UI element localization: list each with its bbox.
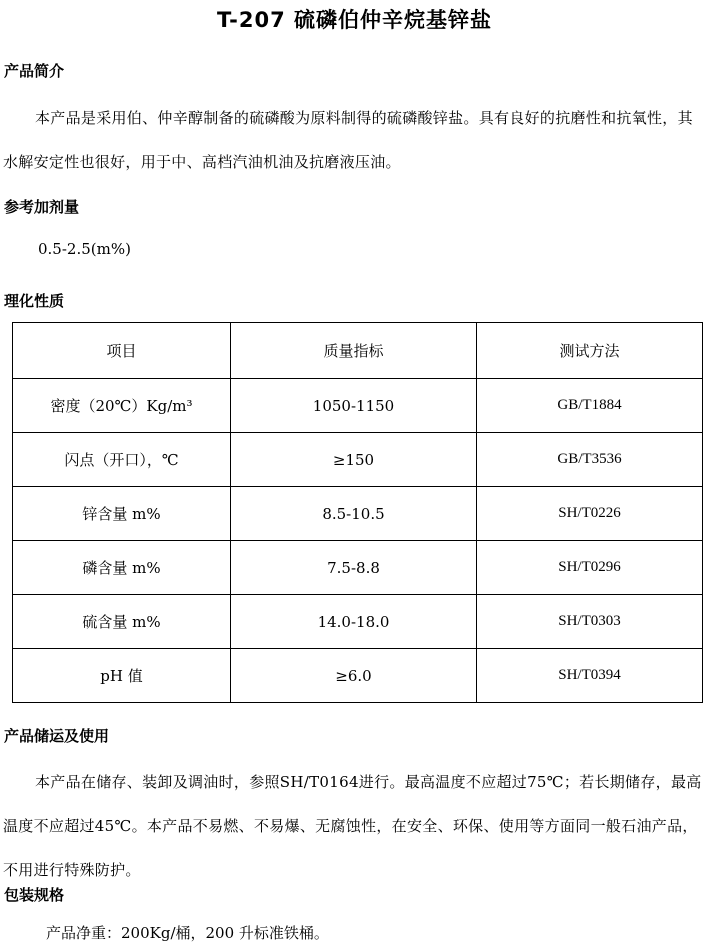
table-row: [13, 649, 703, 703]
document-title: T-207 硫磷伯仲辛烷基锌盐: [216, 8, 493, 32]
cell-spec: ≥6.0: [231, 649, 477, 703]
column-header-item: 项目: [13, 323, 231, 379]
table-row: [13, 379, 703, 433]
table-row: [13, 541, 703, 595]
dosage-value: 0.5-2.5(m%): [38, 240, 131, 258]
table-header-row: [13, 323, 703, 379]
cell-item: 磷含量 m%: [13, 541, 231, 595]
storage-paragraph: 本产品在储存、装卸及调油时，参照SH/T0164进行。最高温度不应超过75℃；若长期储存，最高温度不应超过45℃。本产品不易燃、不易爆、无腐蚀性，在安全、环保、使用等方面同一般石油产品，不用进行特殊防护。: [3, 773, 702, 879]
cell-method: SH/T0303: [477, 595, 703, 649]
cell-method: SH/T0394: [477, 649, 703, 703]
column-header-spec: 质量指标: [231, 323, 477, 379]
cell-spec: 8.5-10.5: [231, 487, 477, 541]
section-heading-properties: 理化性质: [4, 292, 65, 310]
cell-item: pH 值: [13, 649, 231, 703]
table-row: [13, 487, 703, 541]
cell-spec: ≥150: [231, 433, 477, 487]
cell-method: GB/T3536: [477, 433, 703, 487]
intro-paragraph: 本产品是采用伯、仲辛醇制备的硫磷酸为原料制得的硫磷酸锌盐。具有良好的抗磨性和抗氧性，其水解安定性也很好，用于中、高档汽油机油及抗磨液压油。: [3, 109, 693, 171]
section-heading-dosage: 参考加剂量: [4, 198, 80, 216]
packaging-text: 产品净重：200Kg/桶，200 升标准铁桶。: [46, 924, 329, 942]
cell-item: 闪点（开口），℃: [13, 433, 231, 487]
cell-method: SH/T0296: [477, 541, 703, 595]
cell-method: SH/T0226: [477, 487, 703, 541]
cell-item: 密度（20℃）Kg/m³: [13, 379, 231, 433]
section-heading-storage: 产品储运及使用: [4, 727, 110, 745]
section-heading-packaging: 包装规格: [4, 886, 65, 904]
cell-spec: 7.5-8.8: [231, 541, 477, 595]
cell-item: 硫含量 m%: [13, 595, 231, 649]
table-row: [13, 433, 703, 487]
table-row: [13, 595, 703, 649]
cell-method: GB/T1884: [477, 379, 703, 433]
properties-table: [12, 322, 703, 703]
column-header-method: 测试方法: [477, 323, 703, 379]
cell-spec: 1050-1150: [231, 379, 477, 433]
cell-item: 锌含量 m%: [13, 487, 231, 541]
section-heading-intro: 产品简介: [4, 62, 65, 80]
cell-spec: 14.0-18.0: [231, 595, 477, 649]
